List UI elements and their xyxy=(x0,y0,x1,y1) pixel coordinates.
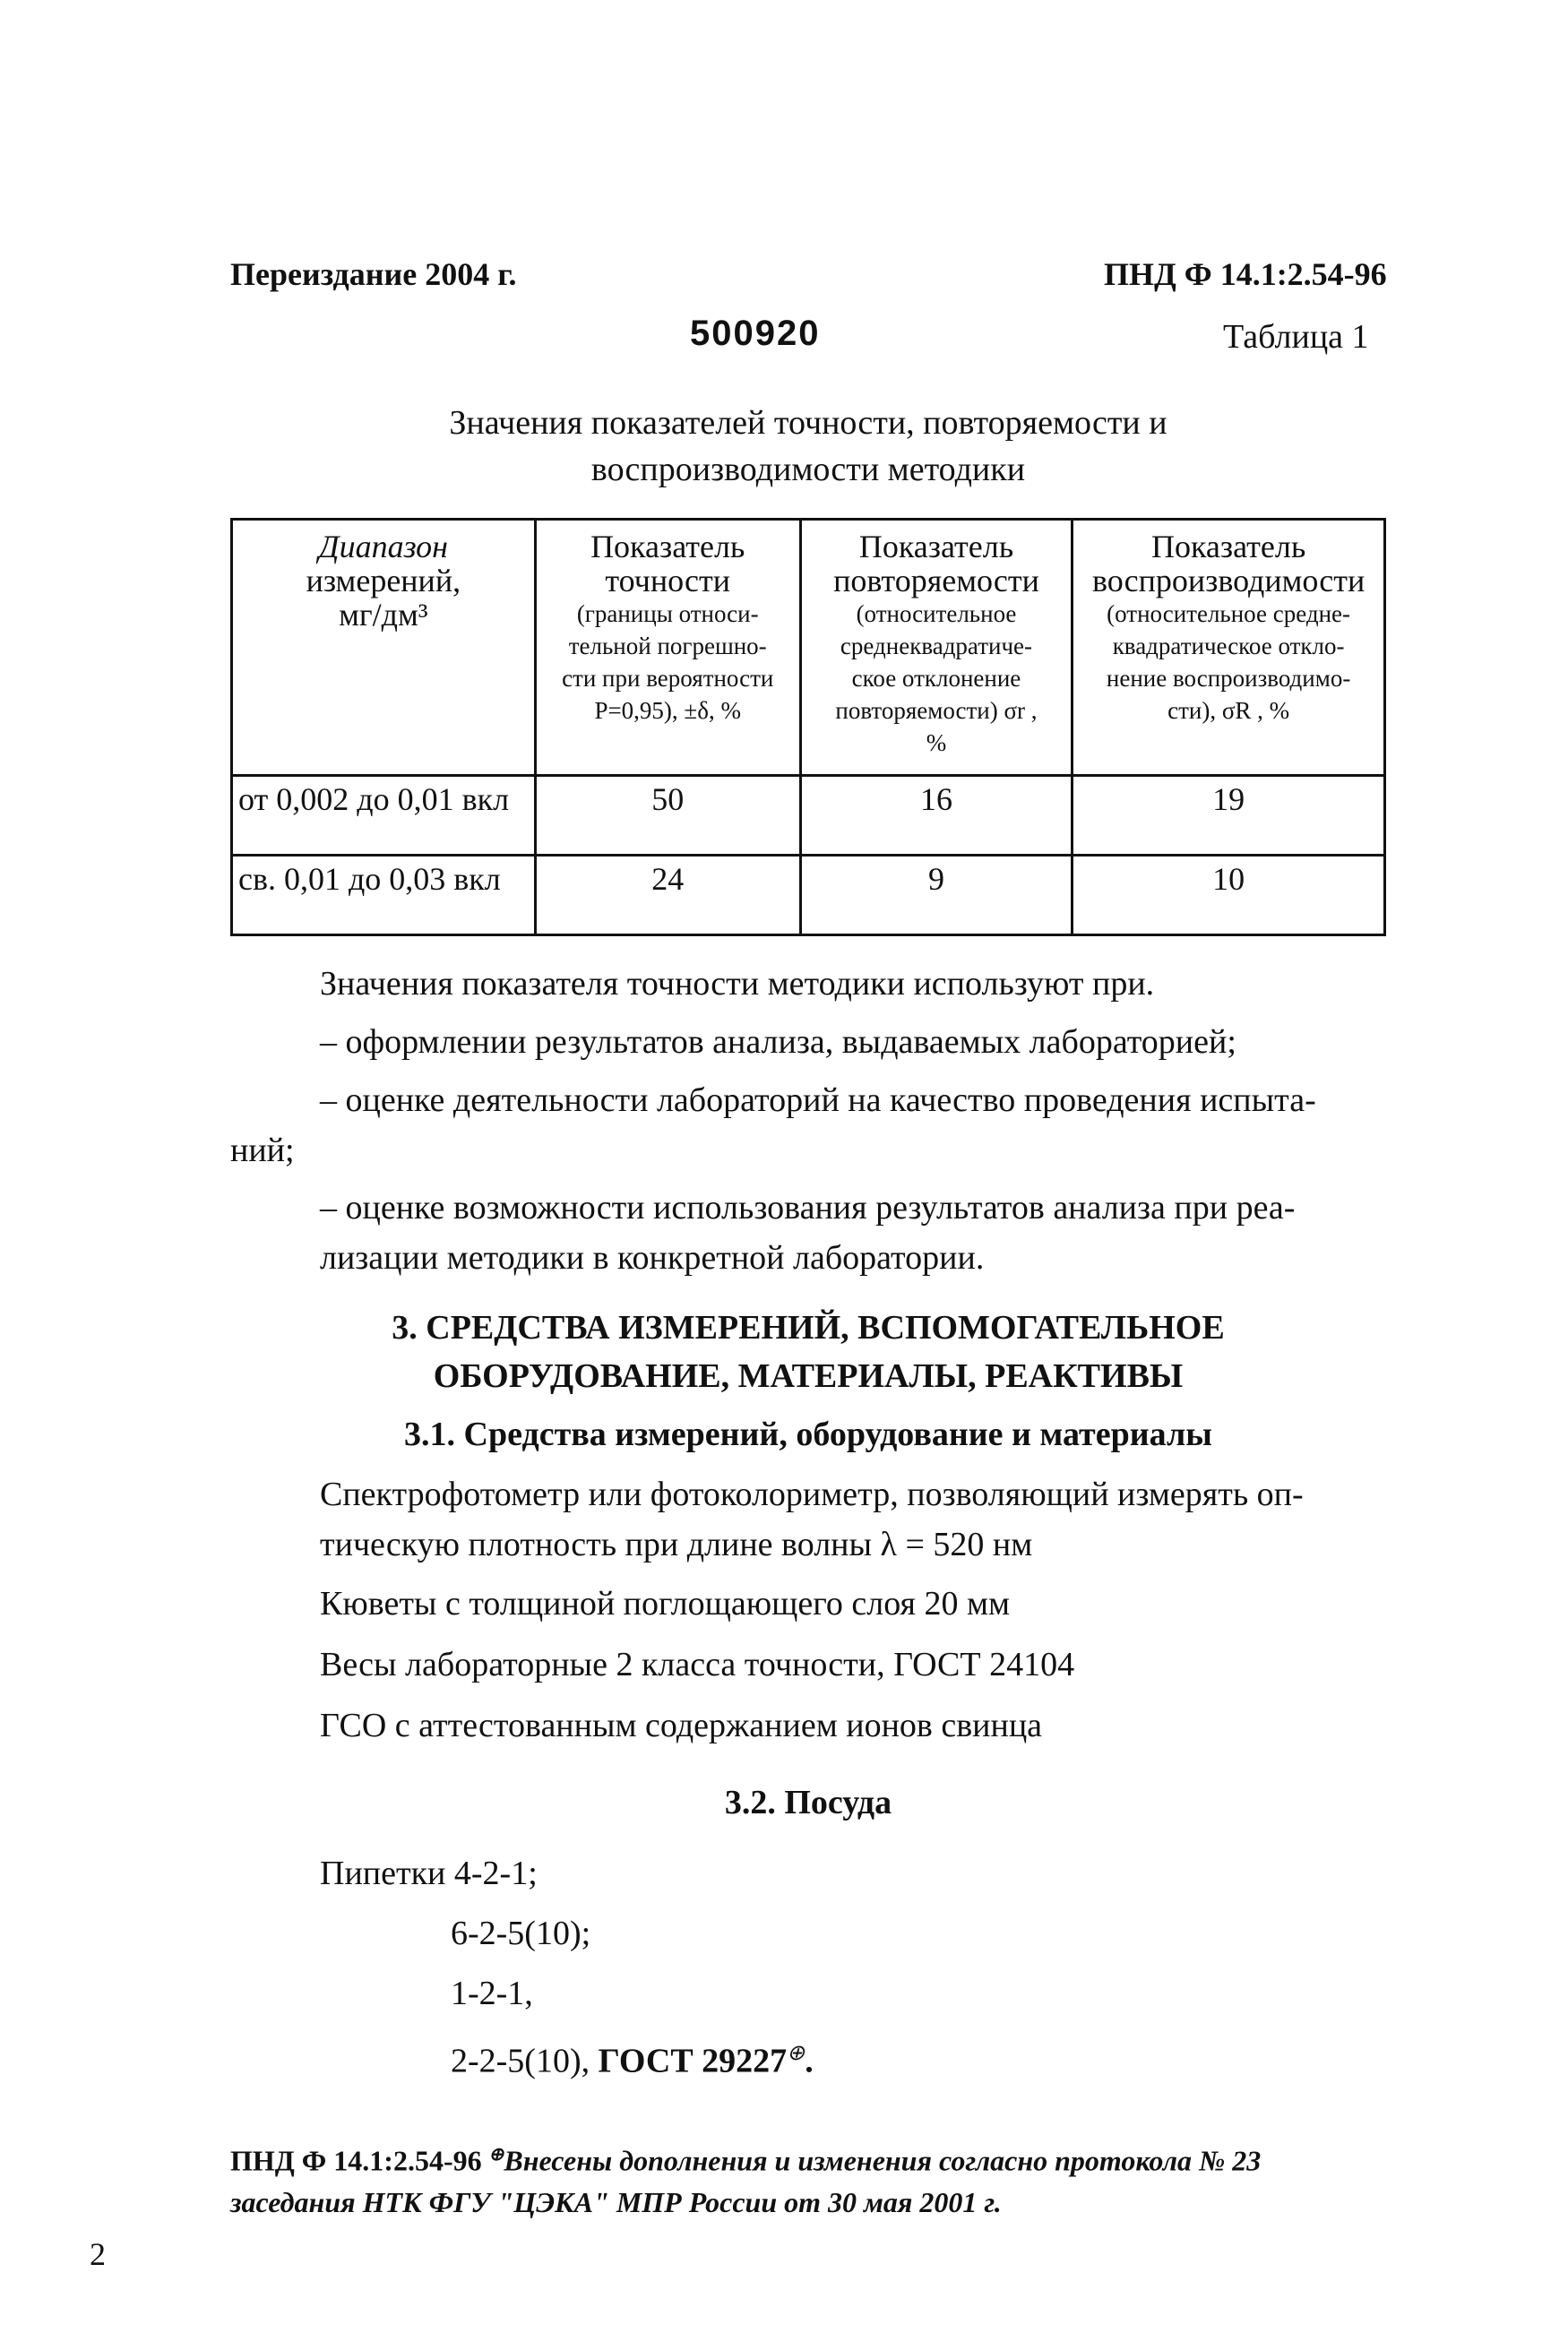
equipment-item-continuation: тическую плотность при длине волны λ = 520 нм xyxy=(320,1526,1033,1563)
equipment-item: Весы лабораторные 2 класса точности, ГОСТ 24104 xyxy=(320,1646,1075,1683)
header-reproducibility xyxy=(1073,520,1385,776)
table-title xyxy=(230,400,1386,493)
header-reproducibility-sub: сти), σR , % xyxy=(1167,697,1290,724)
header-repeatability-sub: % xyxy=(926,729,947,756)
header-accuracy-line: точности xyxy=(605,563,730,598)
footer-note-text: Внесены дополнения и изменения согласно протокола № 23 xyxy=(504,2144,1262,2177)
header-range-line: Диапазон xyxy=(318,529,449,564)
table-cell: 16 xyxy=(800,776,1072,856)
reissue-label: Переиздание 2004 г. xyxy=(230,256,517,292)
subsection-heading: 3.2. Посуда xyxy=(724,1784,892,1821)
footer-line-2: заседания НТК ФГУ "ЦЭКА" МПР России от 30 мая 2001 г. xyxy=(230,2185,1002,2218)
header-accuracy-sub: тельной погрешно- xyxy=(568,633,767,659)
list-item: – оценке возможности использования результатов анализа при реа- xyxy=(320,1189,1296,1227)
header-repeatability-sub: ское отклонение xyxy=(851,665,1021,692)
table-row xyxy=(232,776,1385,856)
equipment-item: Спектрофотометр или фотоколориметр, позволяющий измерять оп- xyxy=(320,1476,1304,1513)
amendment-mark-icon: ⊕ xyxy=(488,2145,504,2165)
equipment-item: Кюветы с толщиной поглощающего слоя 20 мм xyxy=(320,1585,1011,1623)
pipette-item: 1-2-1, xyxy=(451,1975,533,2012)
equipment-item: ГСО с аттестованным содержанием ионов свинца xyxy=(320,1707,1043,1744)
table-cell: 19 xyxy=(1073,776,1385,856)
stamp-number: 500920 xyxy=(690,314,821,353)
pipette-item: Пипетки 4-2-1; xyxy=(320,1855,538,1892)
table-cell: 9 xyxy=(800,856,1072,935)
section-heading-line-2: ОБОРУДОВАНИЕ, МАТЕРИАЛЫ, РЕАКТИВЫ xyxy=(433,1357,1184,1395)
paragraph: Значения показателя точности методики используют при. xyxy=(320,965,1155,1003)
header-repeatability-sub: (относительное xyxy=(856,600,1017,627)
header-accuracy xyxy=(535,520,800,776)
section-heading-line-1: 3. СРЕДСТВА ИЗМЕРЕНИЙ, ВСПОМОГАТЕЛЬНОЕ xyxy=(392,1309,1225,1347)
header-reproducibility-sub: (относительное средне- xyxy=(1107,600,1351,627)
accuracy-table xyxy=(230,518,1386,936)
header-repeatability-sub: среднеквадратиче- xyxy=(840,633,1033,659)
table-header-row xyxy=(232,520,1385,776)
header-reproducibility-sub: нение воспроизводимо- xyxy=(1106,665,1351,692)
list-item-continuation: лизации методики в конкретной лаборатории. xyxy=(320,1239,985,1277)
header-repeatability-line: повторяемости xyxy=(833,563,1039,598)
header-range xyxy=(232,520,536,776)
footer-note xyxy=(230,2134,1261,2223)
pipette-item-end: . xyxy=(805,2042,814,2080)
header-range-line: мг/дм³ xyxy=(339,597,428,633)
table-cell: св. 0,01 до 0,03 вкл xyxy=(232,856,536,935)
header-reproducibility-line: воспроизводимости xyxy=(1091,563,1366,598)
table-title-line-2: воспроизводимости методики xyxy=(590,451,1026,488)
amendment-mark-icon: ⊕ xyxy=(787,2042,806,2065)
header-repeatability xyxy=(800,520,1072,776)
table-cell: от 0,002 до 0,01 вкл xyxy=(232,776,536,856)
table-cell: 50 xyxy=(535,776,800,856)
header-accuracy-sub: (границы относи- xyxy=(576,600,759,627)
table-title-line-1: Значения показателей точности, повторяемости и xyxy=(449,404,1167,442)
header-accuracy-line: Показатель xyxy=(590,529,745,564)
list-item: – оформлении результатов анализа, выдаваемых лабораторией; xyxy=(320,1023,1236,1061)
pipette-item-text: 2-2-5(10), xyxy=(451,2042,590,2080)
footer-line-1 xyxy=(230,2134,1261,2182)
header-accuracy-sub: P=0,95), ±δ, % xyxy=(594,697,741,724)
subsection-heading: 3.1. Средства измерений, оборудование и материалы xyxy=(404,1416,1212,1453)
header-reproducibility-sub: квадратическое откло- xyxy=(1112,633,1345,659)
pipette-item xyxy=(451,2028,814,2087)
footer-code: ПНД Ф 14.1:2.54-96 xyxy=(230,2144,482,2177)
header-repeatability-line: Показатель xyxy=(858,529,1014,564)
header-range-line: измерений, xyxy=(306,563,461,598)
header-accuracy-sub: сти при вероятности xyxy=(562,665,774,692)
document-code: ПНД Ф 14.1:2.54-96 xyxy=(1104,256,1387,292)
list-item-continuation: ний; xyxy=(230,1132,295,1169)
list-item: – оценке деятельности лабораторий на качество проведения испыта- xyxy=(320,1081,1316,1119)
page-number: 2 xyxy=(90,2236,106,2272)
gost-reference: ГОСТ 29227 xyxy=(598,2042,788,2080)
header-reproducibility-line: Показатель xyxy=(1150,529,1306,564)
pipette-item: 6-2-5(10); xyxy=(451,1915,591,1952)
table-row xyxy=(232,856,1385,935)
header-repeatability-sub: повторяемости) σr , xyxy=(835,697,1038,724)
table-cell: 10 xyxy=(1073,856,1385,935)
table-cell: 24 xyxy=(535,856,800,935)
section-heading xyxy=(230,1304,1386,1400)
table-label: Таблица 1 xyxy=(1223,318,1369,356)
